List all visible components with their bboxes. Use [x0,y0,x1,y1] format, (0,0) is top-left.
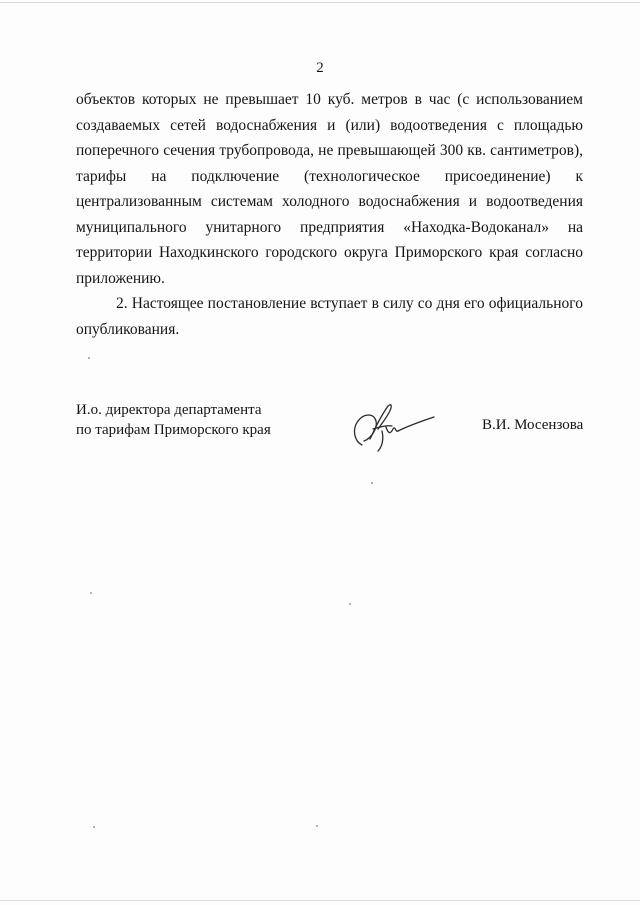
body-line: создаваемых сетей водоснабжения и (или) водоотведения с площадью [76,116,583,134]
body-line: объектов которых не превышает 10 куб. метров в час (с использованием [76,91,583,108]
page-number: 2 [316,60,324,76]
scan-speck [349,603,351,605]
paragraph-2-line: опубликования. [76,320,180,338]
scan-speck [90,592,92,594]
signatory-title-line: по тарифам Приморского края [76,422,271,438]
signatory-name: В.И. Мосензова [482,417,584,433]
signatory-title [76,400,271,440]
signatory-title-line: И.о. директора департамента [76,402,262,418]
body-line: приложению. [76,269,165,287]
body-line: муниципального унитарного предприятия «Находка-Водоканал» на [76,218,583,236]
handwritten-signature [340,395,440,455]
paragraph-2-line: 2. Настоящее постановление вступает в силу со дня его официального [116,295,583,312]
page-top-edge [0,2,640,3]
body-line: поперечного сечения трубопровода, не превышающей 300 кв. сантиметров), [76,142,583,159]
body-line: тарифы на подключение (технологическое присоединение) к [76,167,583,185]
document-body [76,87,583,342]
body-line: территории Находкинского городского округа Приморского края согласно [76,244,583,261]
page-bottom-edge [0,900,640,901]
body-line: централизованным системам холодного водоснабжения и водоотведения [76,193,583,210]
scan-speck [93,826,95,828]
scan-speck [371,482,373,484]
scan-speck [88,357,90,359]
scan-speck [316,825,318,827]
